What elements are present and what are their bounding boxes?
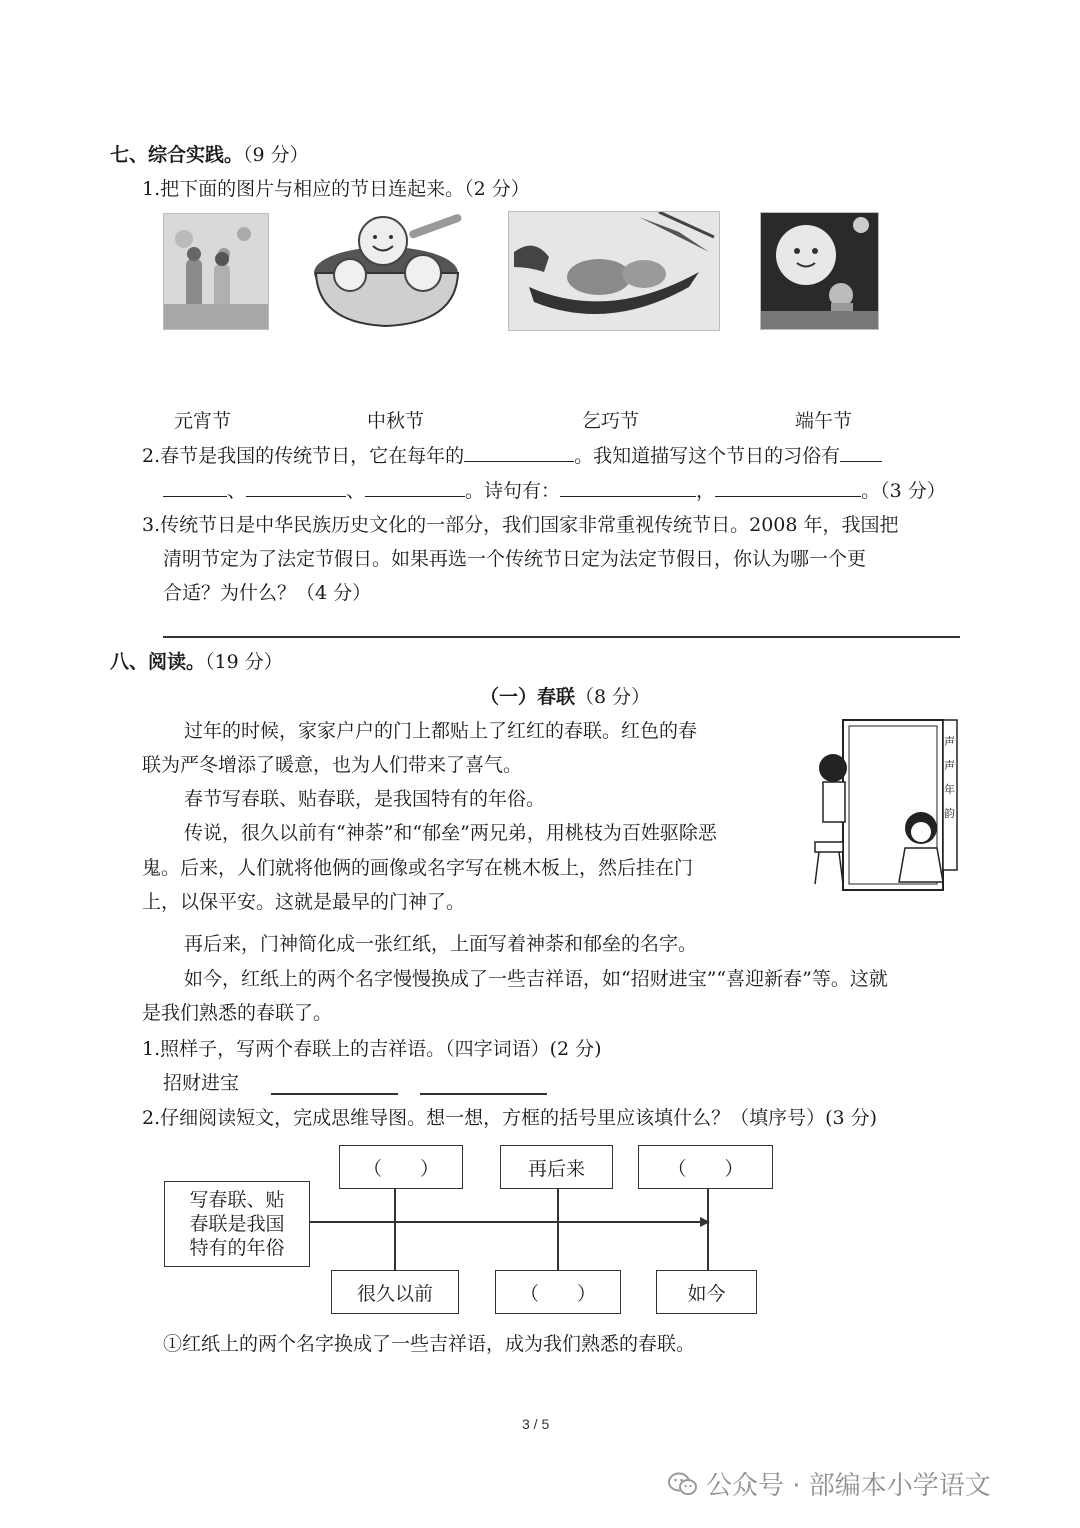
passage-p5-line1: 如今，红纸上的两个名字慢慢换成了一些吉祥语，如“招财进宝”“喜迎新春”等。这就 xyxy=(184,968,888,990)
qixi-picture xyxy=(163,213,269,330)
answer-line-q3[interactable] xyxy=(163,636,960,638)
wechat-icon xyxy=(668,1471,698,1497)
mindmap-arrow-line xyxy=(310,1221,704,1223)
s7-question-3-line2: 清明节定为了法定节假日。如果再选一个传统节日定为法定节假日，你认为哪一个更 xyxy=(163,548,867,570)
passage-p3-line3: 上，以保平安。这就是最早的门神了。 xyxy=(142,891,466,913)
section8-title-text: 八、阅读。 xyxy=(110,651,206,673)
option-1: ①红纸上的两个名字换成了一些吉祥语，成为我们熟悉的春联。 xyxy=(163,1333,696,1355)
passage-title-text: （一）春联 xyxy=(480,686,576,708)
s7-question-2-line2 xyxy=(163,478,946,504)
blank-custom-1b[interactable] xyxy=(163,478,227,497)
passage-score: （8 分） xyxy=(575,686,651,708)
q2-text-d: 。（3 分） xyxy=(861,480,946,502)
mindmap-top-box-1[interactable]: （ ） xyxy=(339,1145,463,1189)
section8-title xyxy=(110,649,283,675)
section7-title-text: 七、综合实践。 xyxy=(110,144,244,166)
passage-p3-line1: 传说，很久以前有“神荼”和“郁垒”两兄弟，用桃枝为百姓驱除恶 xyxy=(184,822,717,844)
blank-custom-3[interactable] xyxy=(365,478,465,497)
s7-question-2-line1 xyxy=(142,443,882,469)
root-line-1: 写春联、贴 xyxy=(189,1189,285,1211)
children-door-drawing xyxy=(793,712,959,898)
mindmap-connector-3 xyxy=(707,1188,709,1270)
festival-label-qiqiao: 乞巧节 xyxy=(582,410,640,432)
s7-question-1: 1.把下面的图片与相应的节日连起来。（2 分） xyxy=(142,178,530,200)
dragonboat-illustration xyxy=(509,212,719,330)
blank-custom-1a[interactable] xyxy=(840,443,882,462)
dragonboat-picture xyxy=(508,211,720,331)
root-line-3: 特有的年俗 xyxy=(189,1237,285,1259)
s7-question-3-line1: 3.传统节日是中华民族历史文化的一部分，我们国家非常重视传统节日。2008 年，我国把 xyxy=(142,514,899,536)
s8-question-2: 2.仔细阅读短文，完成思维导图。想一想，方框的括号里应该填什么？（填序号）(3 分) xyxy=(142,1107,878,1129)
q2-text-a: 2.春节是我国的传统节日，它在每年的 xyxy=(142,445,465,467)
mindmap-root-box xyxy=(164,1181,310,1267)
tangyuan-illustration xyxy=(308,211,465,329)
blank-poem-1[interactable] xyxy=(560,478,696,497)
blank-custom-2[interactable] xyxy=(246,478,346,497)
blank-spring-date[interactable] xyxy=(464,443,574,462)
q2-sep-2: 、 xyxy=(346,480,366,502)
q2-text-b: 。我知道描写这个节日的习俗有 xyxy=(574,445,841,467)
q2-text-c: 。诗句有： xyxy=(465,480,561,502)
s7-question-3-line3: 合适？为什么？（4 分） xyxy=(163,582,372,604)
blank-phrase-1[interactable] xyxy=(271,1093,398,1095)
qixi-illustration xyxy=(164,214,268,329)
passage-p4: 再后来，门神简化成一张红纸，上面写着神荼和郁垒的名字。 xyxy=(184,933,698,955)
passage-p2: 春节写春联、贴春联，是我国特有的年俗。 xyxy=(184,788,546,810)
mindmap-connector-2 xyxy=(557,1188,559,1270)
root-line-2: 春联是我国 xyxy=(189,1213,285,1235)
mindmap-top-box-2: 再后来 xyxy=(500,1145,613,1189)
mindmap-top-box-3[interactable]: （ ） xyxy=(638,1145,773,1189)
q2-comma: ， xyxy=(696,480,716,502)
festival-label-duanwu: 端午节 xyxy=(795,410,853,432)
q2-sep-1: 、 xyxy=(227,480,247,502)
section7-title xyxy=(110,142,309,168)
blank-phrase-2[interactable] xyxy=(420,1093,547,1095)
mindmap-connector-1 xyxy=(394,1188,396,1270)
passage-title xyxy=(480,684,650,710)
mindmap-bottom-box-2[interactable]: （ ） xyxy=(495,1270,621,1314)
passage-p3-line2: 鬼。后来，人们就将他俩的画像或名字写在桃木板上，然后挂在门 xyxy=(142,857,694,879)
section7-score: （9 分） xyxy=(243,144,309,166)
page-number: 3 / 5 xyxy=(522,1416,550,1432)
s8-question-1-example: 招财进宝 xyxy=(163,1072,240,1094)
festival-label-yuanxiao: 元宵节 xyxy=(174,410,232,432)
couplet-illustration xyxy=(793,712,959,898)
midautumn-illustration xyxy=(761,213,878,329)
section8-score: （19 分） xyxy=(205,651,283,673)
couplet-strip-text: 声声年韵 xyxy=(944,735,955,820)
mindmap-bottom-box-3: 如今 xyxy=(656,1270,757,1314)
blank-poem-2[interactable] xyxy=(715,478,861,497)
mindmap-bottom-box-1: 很久以前 xyxy=(331,1270,459,1314)
s8-question-1: 1.照样子，写两个春联上的吉祥语。（四字词语）(2 分) xyxy=(142,1038,602,1060)
midautumn-picture xyxy=(760,212,879,330)
passage-p1-line1: 过年的时候，家家户户的门上都贴上了红红的春联。红色的春 xyxy=(184,720,698,742)
festival-label-zhongqiu: 中秋节 xyxy=(367,410,425,432)
tangyuan-picture xyxy=(308,211,465,329)
watermark xyxy=(668,1465,991,1502)
watermark-text: 公众号 · 部编本小学语文 xyxy=(706,1471,991,1501)
passage-p5-line2: 是我们熟悉的春联了。 xyxy=(142,1002,333,1024)
passage-p1-line2: 联为严冬增添了暖意，也为人们带来了喜气。 xyxy=(142,754,523,776)
mindmap-arrowhead xyxy=(700,1216,712,1228)
